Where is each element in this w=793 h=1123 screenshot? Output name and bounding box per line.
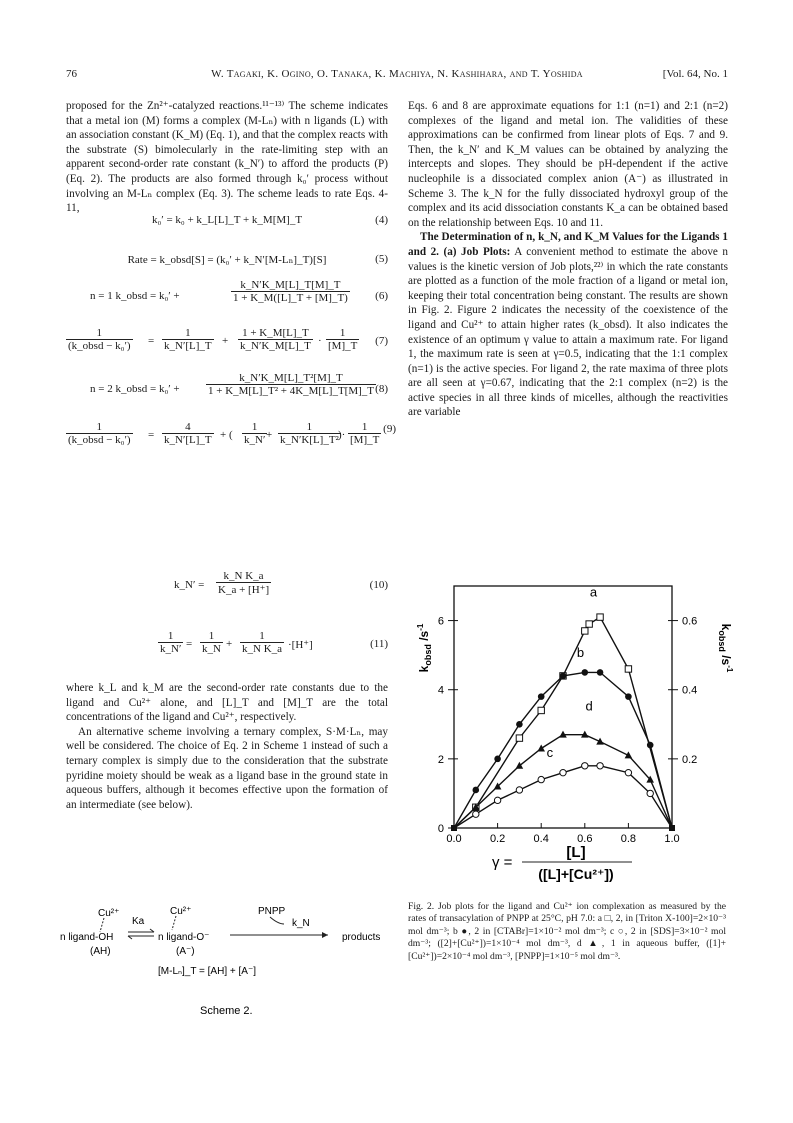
left-column-discussion bbox=[66, 681, 388, 812]
close-paren: )· bbox=[338, 429, 346, 441]
equation-number: (7) bbox=[375, 335, 388, 347]
numerator: 1 bbox=[326, 327, 359, 340]
reagent-curve bbox=[270, 917, 284, 924]
scheme-2 bbox=[60, 902, 390, 1022]
x-tick-label: 1.0 bbox=[664, 833, 680, 845]
cu-ion-left: Cu²⁺ bbox=[98, 908, 120, 919]
denominator: k_N′[L]_T bbox=[164, 434, 212, 446]
fraction bbox=[206, 372, 376, 397]
cu-ion-right: Cu²⁺ bbox=[170, 906, 192, 917]
numerator: k_N K_a bbox=[216, 570, 271, 583]
series-line-b bbox=[454, 672, 672, 828]
fraction bbox=[162, 327, 214, 352]
equals-sign: = bbox=[148, 429, 155, 441]
data-point-c bbox=[516, 787, 522, 793]
data-point-c bbox=[625, 769, 631, 775]
ligand-o: n ligand-O⁻ bbox=[158, 932, 210, 943]
denominator: k_N′K[L]_T² bbox=[280, 434, 339, 446]
x-tick-label: 0.4 bbox=[533, 833, 549, 845]
data-point-a bbox=[538, 707, 544, 713]
equals-sign: = bbox=[148, 335, 155, 347]
y-axis-label-left: $k_{obsd}$ $/s^{-1}$ bbox=[416, 623, 433, 673]
fraction bbox=[231, 279, 350, 304]
y-tick-label-left: 0 bbox=[437, 823, 444, 835]
equation-7 bbox=[66, 327, 388, 357]
y-tick-label-left: 6 bbox=[437, 615, 444, 628]
numerator: 1 bbox=[278, 421, 341, 434]
plus-sign: + bbox=[222, 335, 229, 347]
fraction bbox=[238, 327, 313, 352]
data-point-c bbox=[647, 790, 653, 796]
denominator: k_N′ bbox=[160, 643, 182, 655]
paragraph: proposed for the Zn²⁺-catalyzed reactions.¹¹⁻¹³⁾ The scheme indicates that a metal ion (M) forms a complex (M-Lₙ) with n ligands (L) with an association constant (K_M) (Eq. 1), and that the complex reacts with the substrate (S) bimolecularly in the rate-limiting step with an apparent second-order rate constant (k_N′) to afford the products (P) (Eq. 2). The products are also formed through k₀′ process without involving an M-Lₙ complex (Eq. 3). The scheme leads to rate Eqs. 4-11, bbox=[66, 100, 388, 215]
y-tick-label-left: 4 bbox=[437, 684, 444, 697]
paragraph: An alternative scheme involving a ternary complex, S·M·Lₙ, may well be considered. The choice of Eq. 2 in Scheme 1 instead of such a ternary complex is simply due to the consideration that the substrate pyridine moiety should be weak as a ligand base in the ground state in aqueous buffers, although it becomes effective upon the formation of an intermediate (see below). bbox=[66, 725, 388, 811]
equation-tail: ·[H⁺] bbox=[288, 639, 313, 651]
numerator: k_N′K_M[L]_T²[M]_T bbox=[206, 372, 376, 385]
x-tick-label: 0.8 bbox=[620, 833, 637, 845]
series-label-a: a bbox=[589, 584, 598, 600]
series-label-c: c bbox=[546, 745, 554, 761]
equation-lhs: n = 1 k_obsd = k₀′ + bbox=[90, 290, 180, 302]
data-point-d bbox=[625, 751, 633, 758]
data-point-c bbox=[597, 763, 603, 769]
fraction bbox=[200, 630, 223, 655]
data-point-c bbox=[538, 776, 544, 782]
paragraph bbox=[408, 230, 728, 420]
mass-balance: [M-Lₙ]_T = [AH] + [A⁻] bbox=[158, 966, 256, 977]
data-point-b bbox=[494, 756, 501, 763]
x-tick-label: 0.0 bbox=[446, 833, 462, 845]
y-tick-label-right: 0.2 bbox=[682, 753, 698, 766]
x-tick-label: 0.2 bbox=[489, 833, 506, 845]
running-authors: W. Tagaki, K. Ogino, O. Tanaka, K. Machiya, N. Kashihara, and T. Yoshida bbox=[211, 68, 583, 80]
scheme-title: Scheme 2. bbox=[200, 1005, 253, 1017]
x-axis-label-gamma: γ = bbox=[492, 854, 513, 871]
products-label: products bbox=[342, 932, 381, 943]
x-axis-label-numerator: [L] bbox=[566, 844, 586, 861]
data-point-b bbox=[516, 721, 523, 728]
series-label-b: b bbox=[576, 644, 585, 660]
data-point-a bbox=[625, 666, 631, 672]
numerator: 1 bbox=[200, 630, 223, 643]
equation-number: (6) bbox=[375, 290, 388, 302]
numerator: 1 bbox=[240, 630, 284, 643]
equation-number: (11) bbox=[370, 638, 388, 650]
equation-number: (10) bbox=[369, 579, 388, 591]
paragraph-body: A convenient method to estimate the above n values is the kinetic version of Job plots,²²⁾ in which the rate constants are plotted as a function of the mole fraction of a ligand or metal ion, keeping their total concentration being constant. The results are shown in Fig. 2. Figure 2 indicates the necessity of the coexistence of the ligand and Cu²⁺ to attain higher rates (k_obsd). It also indicates the existence of an optimum γ value to attain a maximum rate. For ligand 1, the maximum rate is seen at γ=0.5, indicating that the 1:1 complex (n=1) is the active species. For ligand 2, the rate maxima of three plots are all seen at γ=0.67, indicating that the 2:1 complex (n=2) is the active species in all three kinds of micelles, although the reactivities are variable bbox=[408, 245, 728, 419]
dot-operator: · bbox=[318, 335, 322, 347]
left-column-intro bbox=[66, 99, 388, 216]
data-point-b bbox=[597, 669, 604, 676]
data-point-c bbox=[582, 763, 588, 769]
fraction bbox=[240, 630, 284, 655]
ka-label: Ka bbox=[132, 916, 145, 927]
x-tick-label: 0.6 bbox=[577, 833, 593, 845]
arrowhead bbox=[322, 932, 328, 938]
fraction bbox=[242, 421, 267, 446]
numerator: k_N′K_M[L]_T[M]_T bbox=[231, 279, 350, 292]
denominator: k_N′K_M[L]_T bbox=[240, 340, 311, 352]
denominator: (k_obsd − k₀′) bbox=[68, 434, 131, 446]
equation-number: (4) bbox=[375, 214, 388, 226]
fraction bbox=[158, 630, 183, 655]
denominator: 1 + K_M([L]_T + [M]_T) bbox=[233, 292, 348, 304]
kn-label: k_N bbox=[292, 918, 310, 929]
data-point-end bbox=[669, 825, 675, 831]
data-point-b bbox=[582, 669, 589, 676]
numerator: 1 bbox=[66, 421, 133, 434]
data-point-c bbox=[560, 769, 566, 775]
y-tick-label-right: 0.6 bbox=[682, 615, 698, 628]
equation-number: (8) bbox=[375, 383, 388, 395]
pnpp-label: PNPP bbox=[258, 906, 286, 917]
data-point-d bbox=[537, 744, 545, 751]
equation-number: (5) bbox=[375, 253, 388, 265]
numerator: 4 bbox=[162, 421, 214, 434]
equation-text: Rate = k_obsd[S] = (k₀′ + k_N′[M-Lₙ]_T)[S] bbox=[127, 254, 327, 266]
numerator: 1 + K_M[L]_T bbox=[238, 327, 313, 340]
data-point-a bbox=[586, 621, 592, 627]
scheme-diagram bbox=[60, 902, 390, 1022]
x-axis-label-denominator: ([L]+[Cu²⁺]) bbox=[538, 866, 614, 882]
denominator: k_N bbox=[202, 643, 221, 655]
plus-paren: + ( bbox=[220, 429, 233, 441]
fraction bbox=[326, 327, 359, 352]
denominator: k_N′ bbox=[244, 434, 266, 446]
denominator: k_N K_a bbox=[242, 643, 283, 655]
fraction bbox=[66, 421, 133, 446]
page-number: 76 bbox=[66, 68, 77, 80]
paragraph: where k_L and k_M are the second-order rate constants due to the ligand and Cu²⁺ alone, and [L]_T and [M]_T are the total concentrations of the ligand and Cu²⁺, respectively. bbox=[66, 682, 388, 724]
numerator: 1 bbox=[242, 421, 267, 434]
denominator: [M]_T bbox=[328, 340, 358, 352]
right-column-text bbox=[408, 99, 728, 420]
data-point-c bbox=[473, 811, 479, 817]
coordination-bond bbox=[100, 918, 104, 932]
series-label-d: d bbox=[585, 698, 593, 714]
job-plot-chart bbox=[410, 566, 732, 886]
denominator: [M]_T bbox=[350, 434, 380, 446]
numerator: 1 bbox=[348, 421, 381, 434]
y-tick-label-right: 0.4 bbox=[682, 684, 698, 697]
equation-4 bbox=[66, 214, 388, 226]
equation-lhs: n = 2 k_obsd = k₀′ + bbox=[90, 383, 180, 395]
ah-label: (AH) bbox=[90, 946, 111, 957]
y-axis-label-right: $k_{obsd}$ $/s^{-1}$ bbox=[717, 623, 734, 673]
equation-9 bbox=[66, 421, 396, 455]
equals-sign: = bbox=[186, 638, 193, 650]
data-point-b bbox=[560, 673, 567, 680]
numerator: 1 bbox=[158, 630, 183, 643]
caption-text: Fig. 2. Job plots for the ligand and Cu²⁺ ion complexation as measured by the rates of transacylation of PNPP at 25°C, pH 7.0: a □, 2, in [Triton X-100]=2×10⁻³ mol dm⁻³; b ●, 2 in [CTABr]=1×10⁻² mol dm⁻³; c ○, 2 in [SDS]=3×10⁻² mol dm⁻³; ([2]+[Cu²⁺])=1×10⁻⁴ mol dm⁻³, d ▲, 1 in aqueous buffer, ([1]+[Cu²⁺])=2×10⁻⁴ mol dm⁻³, [PNPP]=1×10⁻⁵ mol dm⁻³. bbox=[408, 901, 726, 962]
data-point-a bbox=[582, 628, 588, 634]
ligand-oh: n ligand-OH bbox=[60, 932, 114, 943]
denominator: 1 + K_M[L]_T² + 4K_M[L]_T[M]_T bbox=[208, 385, 375, 397]
denominator: k_N′[L]_T bbox=[164, 340, 212, 352]
numerator: 1 bbox=[162, 327, 214, 340]
section-heading: The Determination of n, k_N, and K_M Values for the Ligands 1 and 2. (a) Job Plots: bbox=[408, 231, 728, 258]
data-point-a bbox=[516, 735, 522, 741]
fraction bbox=[278, 421, 341, 446]
data-point-b bbox=[647, 742, 654, 749]
plus-sign: + bbox=[226, 638, 233, 650]
equation-text: k₀′ = k₀ + k_L[L]_T + k_M[M]_T bbox=[151, 214, 303, 226]
plot-area bbox=[438, 584, 697, 845]
volume-info: [Vol. 64, No. 1 bbox=[662, 68, 728, 80]
equation-lhs: k_N′ = bbox=[174, 579, 205, 591]
coordination-bond bbox=[172, 916, 176, 930]
data-point-b bbox=[473, 787, 480, 794]
y-tick-label-left: 2 bbox=[437, 753, 444, 766]
equation-number: (9) bbox=[383, 423, 396, 435]
denominator: K_a + [H⁺] bbox=[218, 584, 270, 596]
data-point-c bbox=[494, 797, 500, 803]
equation-5 bbox=[66, 253, 388, 266]
denominator: (k_obsd − k₀′) bbox=[68, 340, 131, 352]
data-point-origin bbox=[451, 825, 457, 831]
a-minus-label: (A⁻) bbox=[176, 946, 195, 957]
data-point-a bbox=[597, 614, 603, 620]
numerator: 1 bbox=[66, 327, 133, 340]
fraction bbox=[216, 570, 271, 596]
fraction bbox=[66, 327, 133, 352]
fraction bbox=[348, 421, 381, 446]
data-point-b bbox=[538, 693, 545, 700]
series-line-d bbox=[454, 735, 672, 828]
paragraph: Eqs. 6 and 8 are approximate equations for 1:1 (n=1) and 2:1 (n=2) complexes of the ligand and metal ion. The validities of these approximations can be confirmed from linear plots of Eqs. 7 and 9. Then, the k_N′ and K_M values can be obtained by analyzing the intercepts and slopes. They should be pH-dependent if the active nucleophile is a dissociated complex anion (A⁻) as illustrated in Scheme 3. The k_N for the fully dissociated hydroxyl group of the complex and its acid dissociation constants K_a can be obtained based on the relationship between Eqs. 10 and 11. bbox=[408, 100, 728, 229]
plus-sign: + bbox=[266, 429, 273, 441]
data-point-b bbox=[625, 693, 632, 700]
fraction bbox=[162, 421, 214, 446]
figure-caption bbox=[408, 901, 726, 963]
